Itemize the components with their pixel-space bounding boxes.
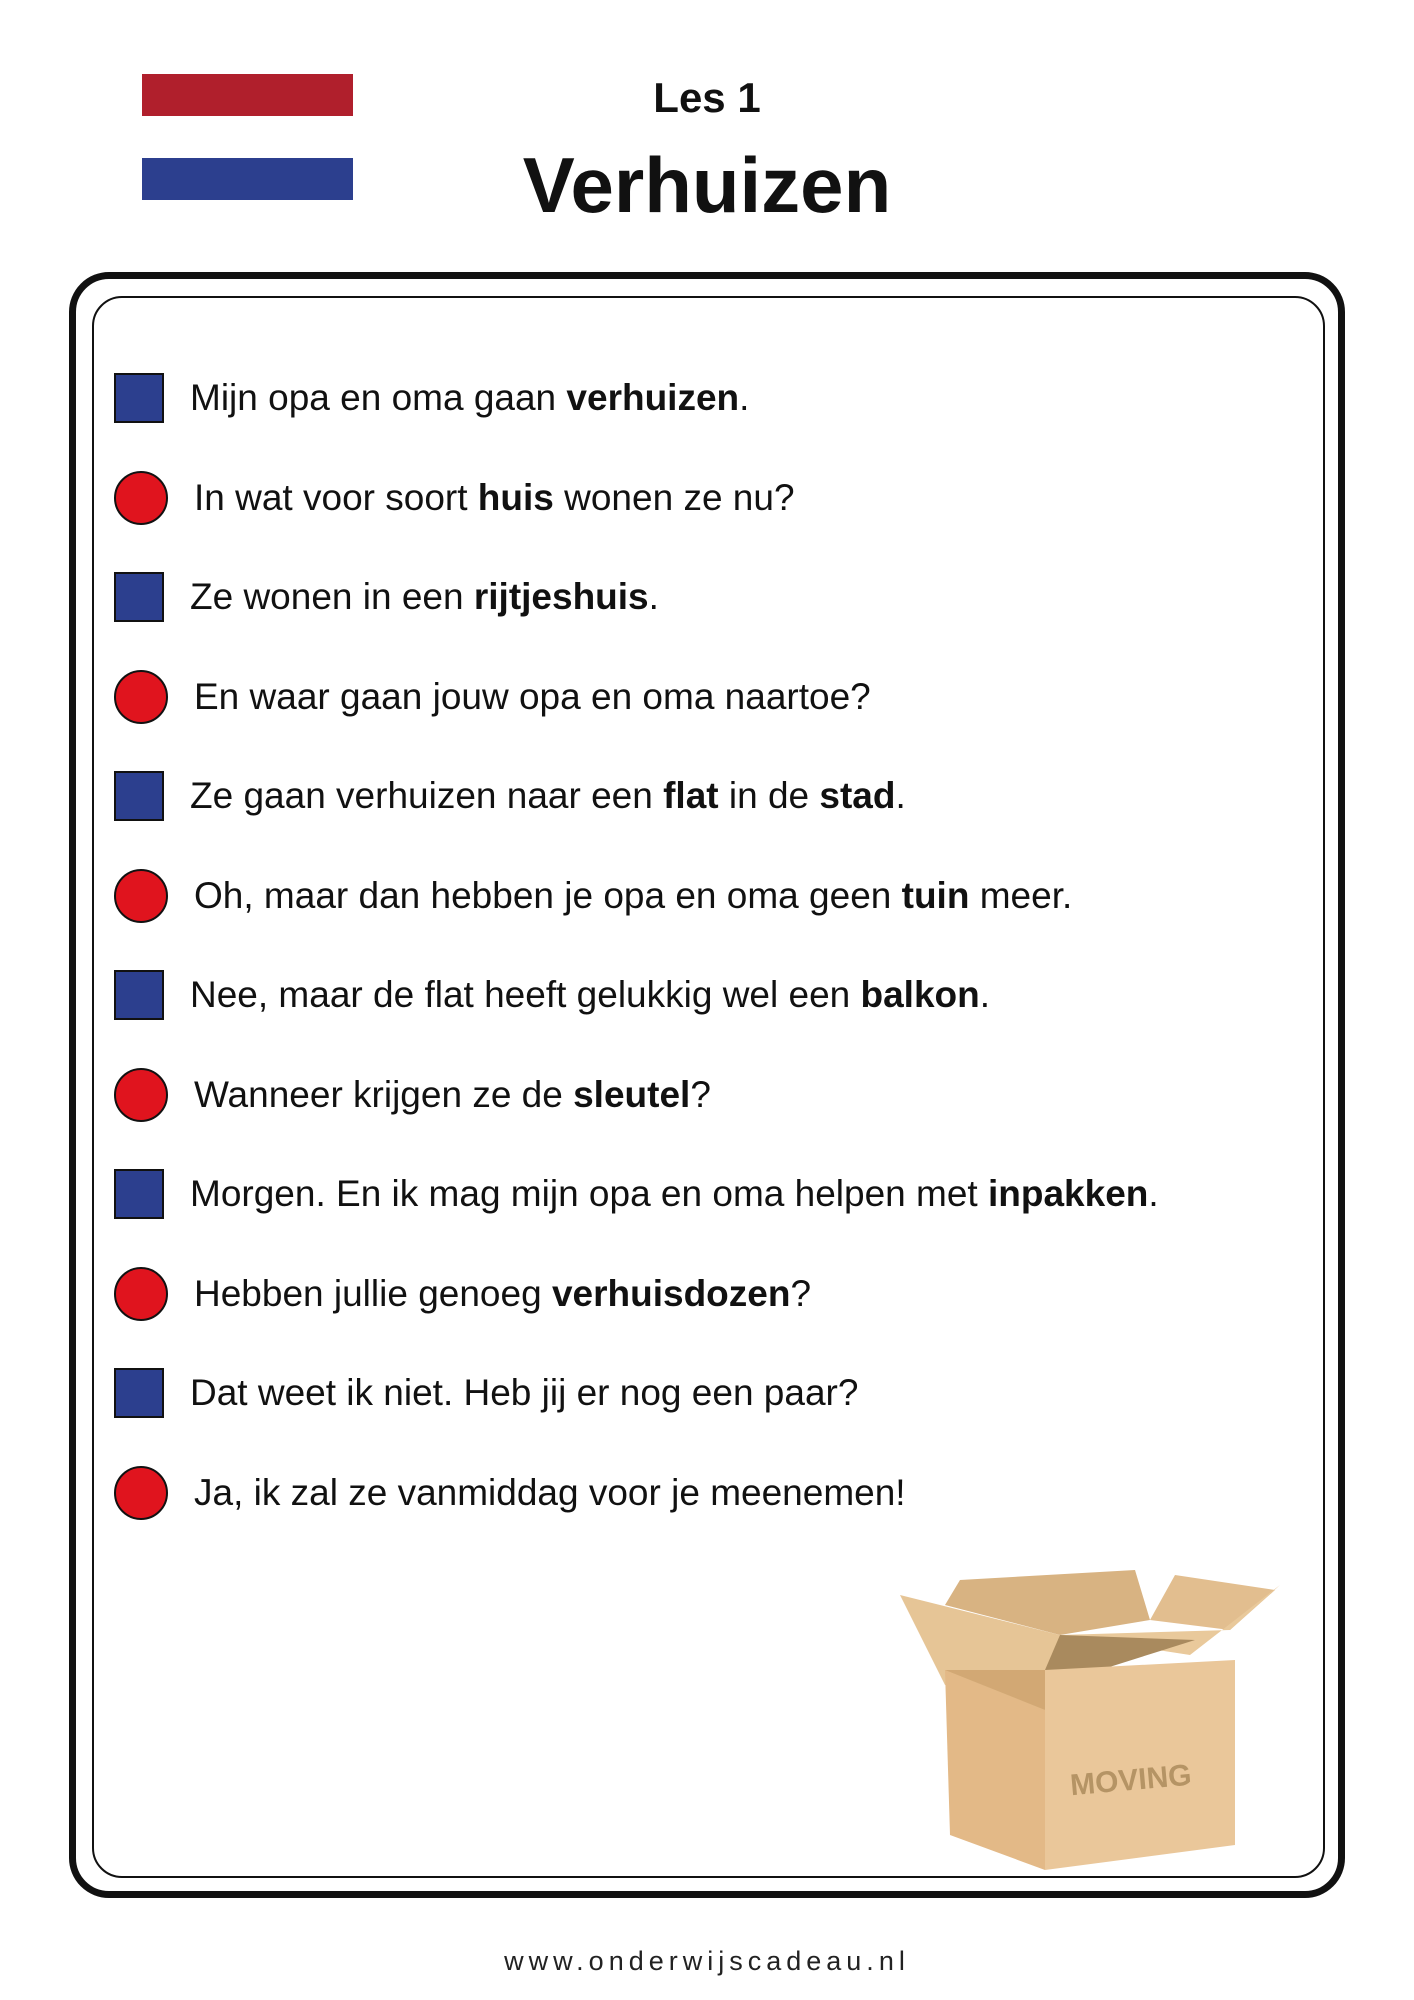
blue-square-icon: [114, 572, 164, 622]
dialogue-text: [194, 477, 795, 519]
box-label: MOVING: [1068, 1758, 1193, 1803]
red-circle-icon: [114, 1466, 168, 1520]
dialogue-line: [114, 1463, 1294, 1523]
text-fragment: wonen ze nu?: [553, 476, 795, 518]
text-fragment: In wat voor soort: [194, 476, 478, 518]
dialogue-text: [190, 974, 990, 1016]
text-fragment: Hebben jullie genoeg: [194, 1272, 552, 1314]
dialogue-text: [194, 1472, 906, 1514]
text-fragment: En waar gaan jouw opa en oma naartoe?: [194, 675, 871, 717]
text-fragment: Dat weet ik niet. Heb jij er nog een paar?: [190, 1372, 859, 1413]
red-circle-icon: [114, 670, 168, 724]
text-fragment: ?: [790, 1272, 812, 1314]
dialogue-line: [114, 1264, 1294, 1324]
blue-square-icon: [114, 1169, 164, 1219]
lesson-number: Les 1: [653, 74, 761, 121]
dialogue-text: [190, 377, 749, 419]
text-fragment: .: [895, 775, 906, 816]
blue-square-icon: [114, 373, 164, 423]
text-fragment: Oh, maar dan hebben je opa en oma geen: [194, 874, 902, 916]
keyword: verhuizen: [566, 377, 740, 418]
keyword: flat: [663, 775, 719, 816]
keyword: tuin: [901, 874, 970, 916]
dialogue-text: [194, 676, 871, 718]
text-fragment: in de: [718, 775, 820, 816]
keyword: balkon: [860, 974, 980, 1015]
dialogue-text: [194, 1273, 811, 1315]
moving-box-icon: [900, 1560, 1280, 1870]
dialogue-line: [114, 965, 1294, 1025]
red-circle-icon: [114, 1068, 168, 1122]
keyword: inpakken: [987, 1173, 1149, 1214]
dialogue-line: [114, 866, 1294, 926]
red-circle-icon: [114, 471, 168, 525]
text-fragment: .: [979, 974, 991, 1015]
text-fragment: ?: [690, 1073, 711, 1115]
footer-url: www.onderwijscadeau.nl: [504, 1946, 910, 1976]
text-fragment: Mijn opa en oma gaan: [190, 377, 567, 418]
dialogue-line: [114, 567, 1294, 627]
dialogue-line: [114, 1065, 1294, 1125]
dialogue-text: [194, 1074, 711, 1116]
dialogue-line: [114, 468, 1294, 528]
text-fragment: .: [739, 377, 750, 418]
keyword: stad: [819, 775, 896, 816]
blue-square-icon: [114, 970, 164, 1020]
text-fragment: Wanneer krijgen ze de: [194, 1073, 574, 1115]
keyword: rijtjeshuis: [473, 576, 649, 617]
text-fragment: .: [1148, 1173, 1159, 1214]
dialogue-line: [114, 1363, 1294, 1423]
blue-square-icon: [114, 1368, 164, 1418]
text-fragment: Ze gaan verhuizen naar een: [190, 775, 664, 816]
dialogue-line: [114, 1164, 1294, 1224]
text-fragment: .: [648, 576, 659, 617]
dialogue-line: [114, 667, 1294, 727]
text-fragment: Nee, maar de flat heeft gelukkig wel een: [190, 974, 861, 1015]
text-fragment: Ze wonen in een: [190, 576, 474, 617]
text-fragment: Morgen. En ik mag mijn opa en oma helpen met: [190, 1173, 988, 1214]
text-fragment: meer.: [969, 874, 1073, 916]
keyword: verhuisdozen: [551, 1272, 791, 1314]
dialogue-text: [190, 775, 906, 817]
dialogue-text: [190, 576, 659, 618]
dialogue-text: [190, 1372, 858, 1414]
keyword: huis: [477, 476, 554, 518]
dialogue-line: [114, 766, 1294, 826]
red-circle-icon: [114, 1267, 168, 1321]
red-circle-icon: [114, 869, 168, 923]
dialogue-line: [114, 368, 1294, 428]
blue-square-icon: [114, 771, 164, 821]
keyword: sleutel: [573, 1073, 691, 1115]
dialogue-text: [190, 1173, 1159, 1215]
dialogue-text: [194, 875, 1072, 917]
text-fragment: Ja, ik zal ze vanmiddag voor je meenemen!: [194, 1471, 906, 1513]
page-title: Verhuizen: [522, 141, 892, 229]
